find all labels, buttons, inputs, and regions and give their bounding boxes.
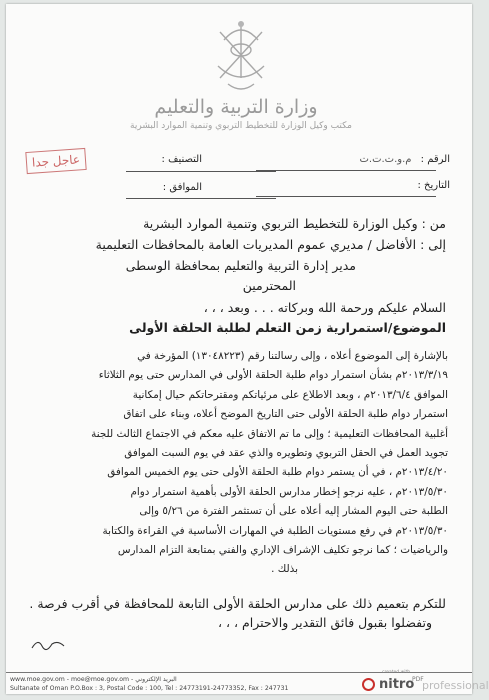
closing-line-2: وتفضلوا بقبول فائق التقدير والاحترام ، ، ، [217,615,432,630]
nitro-badge [362,670,489,694]
reference-number-label: الرقم : [420,154,450,165]
classification-rule [126,171,276,172]
oman-emblem-icon [206,18,276,98]
footer-address: Sultanate of Oman P.O.Box : 3, Postal Code : 100, Tel : 24773191-24773352, Fax : 247731 [10,685,289,692]
letter-body [32,350,448,588]
body-line: الطلبة حتى اليوم المشار إليه أعلاه على أن تستثمر الفترة من ٥/٢٦ وإلى [139,505,448,518]
to-line-2: مدير إدارة التربية والتعليم بمحافظة الوسطى [125,258,356,273]
footer-contact: www.moe.gov.om - moe@moe.gov.om - البريد الإلكتروني [10,676,177,683]
date-label: التاريخ : [417,180,450,191]
letter-page [6,4,489,694]
body-line: استمرار دوام طلبة الحلقة الأولى حتى التاريخ الموضح أعلاه، وبناء على اتفاق [123,408,448,421]
greeting-block [36,300,446,344]
department-name: مكتب وكيل الوزارة للتخطيط التربوي وتنمية الموارد البشرية [130,121,352,131]
body-line: ٢٠١٣/٣/١٩م بشأن استمرار دوام طلبة الحلقة الأولى في المدارس حتى يوم الثلاثاء [98,369,448,382]
from-line: من : وكيل الوزارة للتخطيط التربوي وتنمية الموارد البشرية [143,216,446,231]
greeting: السلام عليكم ورحمة الله وبركاته . . . وبعد ، ، ، [203,300,446,315]
body-line: الموافق ٢٠١٣/٦/٤م ، وبعد الاطلاع على مرئياتكم ومقترحاتكم حيال إمكانية [132,388,448,401]
body-line: ٢٠١٣/٥/٣٠م في رفع مستويات الطلبة في المهارات الأساسية في القراءة والكتابة [102,524,448,537]
to-line-3: المحترمين [242,278,296,293]
body-line: ٢٠١٣/٥/٣٠م ، عليه نرجو إخطار مدارس الحلقة الأولى بأهمية استمرار دوام [130,485,448,498]
body-line: تجويد العمل في الحقل التربوي وتطويره والذي عقد في يوم السبت الموافق [124,447,448,459]
body-line: أغلبية المحافظات التعليمية ؛ وإلى ما تم الاتفاق عليه معكم في الاجتماع الثالث للجنة [91,427,448,440]
footer [10,675,370,693]
reference-rule [256,170,436,171]
to-line: إلى : الأفاضل / مديري عموم المديريات العامة بالمحافظات التعليمية [95,237,446,252]
reference-number-value: م.و.ت.ت.ت [359,154,412,165]
body-line: بذلك . [271,563,298,576]
badge-edition: professional [422,679,489,692]
closing-block [29,596,446,636]
body-line: ٢٠١٣/٤/٢٠م ، في أن يستمر دوام طلبة الحلقة الأولى حتى يوم الخميس الموافق [107,466,448,479]
urgent-stamp: عاجل جدا [25,148,86,174]
badge-pdf: PDF [412,676,424,683]
date-rule [256,196,436,197]
badge-brand: nitro [379,677,415,692]
reference-number [360,154,451,165]
body-line: بالإشارة إلى الموضوع أعلاه ، وإلى رسالتنا رقم (١٣٠٤٨٢٢٣) المؤرخة في [137,350,448,362]
closing-line-1: للتكرم بتعميم ذلك على مدارس الحلقة الأولى التابعة للمحافظة في أقرب فرصة . [29,596,446,611]
badge-created-with: created with [382,670,411,675]
body-line: والرياضيات ؛ كما نرجو تكليف الإشراف الإداري والفني بمتابعة التزام المدارس [117,544,448,556]
ministry-name: وزارة التربية والتعليم [154,96,318,118]
subject-line: الموضوع/استمرارية زمن التعلم لطلبة الحلقة الأولى [129,320,446,335]
nitro-logo-icon [362,678,375,691]
signature-icon [30,634,70,654]
corresponding-rule [126,198,276,199]
classification-label: التصنيف : [161,154,202,165]
corresponding-label: الموافق : [162,182,202,193]
